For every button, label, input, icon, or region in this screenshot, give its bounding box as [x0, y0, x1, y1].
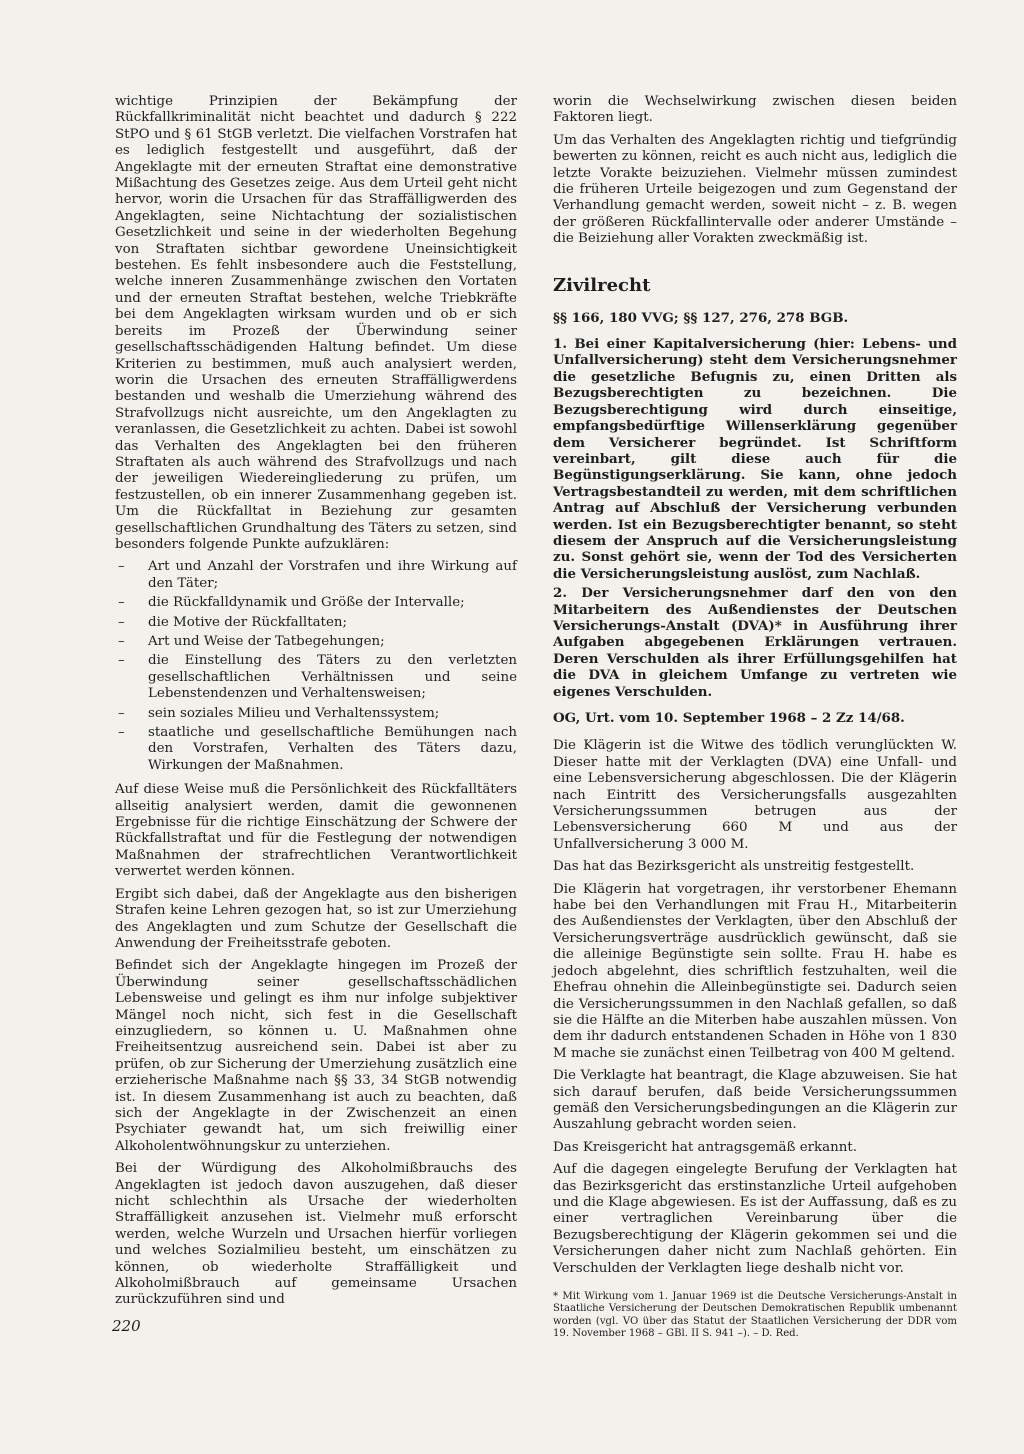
list-item: – die Einstellung des Täters zu den verletzten gesellschaftlichen Verhältnissen und seine Lebenstendenzen und Verhaltensweisen; — [115, 653, 517, 702]
left-column — [115, 94, 517, 1315]
continuation-paragraph: Um das Verhalten des Angeklagten richtig und tiefgründig bewerten zu können, reicht es auch nicht aus, lediglich die letzte Vorakte beizuziehen. Vielmehr müssen zumindest die früheren Urteile beigezogen und zum Gegenstand der Verhandlung gemacht werden, soweit nicht – z. B. wegen der größeren Rückfallintervalle oder anderer Umstände – die Beiziehung aller Vorakten zweckmäßig ist. — [553, 132, 957, 247]
body-paragraph: Die Verklagte hat beantragt, die Klage abzuweisen. Sie hat sich darauf berufen, daß beide Versicherungssummen gemäß den Versicherungsbedingungen an die Klägerin zur Auszahlung gebracht worden seien. — [553, 1068, 957, 1133]
headnotes — [553, 336, 957, 700]
list-item: – sein soziales Milieu und Verhaltenssystem; — [115, 706, 517, 722]
list-item: – Art und Anzahl der Vorstrafen und ihre Wirkung auf den Täter; — [115, 559, 517, 592]
list-item: – staatliche und gesellschaftliche Bemühungen nach den Vorstrafen, Verhalten des Täters dazu, Wirkungen der Maßnahmen. — [115, 725, 517, 774]
section-title: Zivilrecht — [553, 274, 651, 296]
body-paragraph: Ergibt sich dabei, daß der Angeklagte aus den bisherigen Strafen keine Lehren gezogen hat, so ist zur Umerziehung des Angeklagten und zum Schutze der Gesellschaft die Anwendung der Freiheitsstrafe geboten. — [115, 886, 517, 951]
body-paragraph: Die Klägerin hat vorgetragen, ihr verstorbener Ehemann habe bei den Verhandlungen mit Frau H., Mitarbeiterin des Außendienstes der Verklagten, über den Abschluß der Versicherungsverträge ausdrücklich gewünscht, daß sie die alleinige Begünstigte sein sollte. Frau H. habe es jedoch abgelehnt, dies schriftlich festzuhalten, weil die Ehefrau ohnehin die Alleinbegünstigte sei. Dadurch seien die Versicherungssummen in den Nachlaß gefallen, so daß sie die Hälfte an die Miterben habe auszahlen müssen. Von dem ihr dadurch entstandenen Schaden in Höhe von 1 830 M mache sie zunächst einen Teilbetrag von 400 M geltend. — [553, 881, 957, 1061]
body-paragraph: Befindet sich der Angeklagte hingegen im Prozeß der Überwindung seiner gesellschaftsschädlichen Lebensweise und gelingt es ihm nur infolge subjektiver Mängel noch nicht, sich fest in die Gesellschaft einzugliedern, so können u. U. Maßnahmen ohne Freiheitsentzug ausreichend sein. Dabei ist aber zu prüfen, ob zur Sicherung der Umerziehung zusätzlich eine erzieherische Maßnahme nach §§ 33, 34 StGB notwendig ist. In diesem Zusammenhang ist auch zu beachten, daß sich der Angeklagte in der Zwischenzeit an einen Psychiater gewandt hat, um sich freiwillig einer Alkoholentwöhnungskur zu unterziehen. — [115, 958, 517, 1154]
continuation-paragraph: worin die Wechselwirkung zwischen diesen beiden Faktoren liegt. — [553, 94, 957, 126]
headnote: 2. Der Versicherungsnehmer darf den von den Mitarbeitern des Außendienstes der Deutschen Versicherungs-Anstalt (DVA)* in Ausführung ihrer Aufgaben abgegebenen Erklärungen vertrauen. Deren Verschulden als ihrer Erfüllungsgehilfen hat die DVA in gleichem Umfange zu vertreten wie eigenes Verschulden. — [553, 585, 957, 700]
headnote: 1. Bei einer Kapitalversicherung (hier: Lebens- und Unfallversicherung) steht dem Versicherungsnehmer die gesetzliche Befugnis zu, einen Dritten als Bezugsberechtigten zu bezeichnen. Die Bezugsberechtigung wird durch einseitige, empfangsbedürftige Willenserklärung gegenüber dem Versicherer begründet. Ist Schriftform vereinbart, gilt diese auch für die Begünstigungserklärung. Sie kann, ohne jedoch Vertragsbestandteil zu werden, mit dem schriftlichen Antrag auf Abschluß der Versicherung verbunden werden. Ist ein Bezugsberechtigter benannt, so steht diesem der Anspruch auf die Versicherungsleistung zu. Sonst gehört sie, wenn der Tod des Versicherten die Versicherungsleistung auslöst, zum Nachlaß. — [553, 336, 957, 582]
body-paragraph: Auf die dagegen eingelegte Berufung der Verklagten hat das Bezirksgericht das erstinstanzliche Urteil aufgehoben und die Klage abgewiesen. Es ist der Auffassung, daß es zu einer vertraglichen Vereinbarung über die Bezugsberechtigung der Klägerin gekommen sei und die Versicherungen daher nicht zum Nachlaß gehörten. Ein Verschulden der Verklagten liege deshalb nicht vor. — [553, 1162, 957, 1276]
body-paragraph: Das Kreisgericht hat antragsgemäß erkannt. — [553, 1139, 858, 1155]
body-paragraph: Das hat das Bezirksgericht als unstreitig festgestellt. — [553, 859, 915, 875]
court-citation: OG, Urt. vom 10. September 1968 – 2 Zz 14/68. — [553, 710, 905, 726]
body-paragraph: Die Klägerin ist die Witwe des tödlich verunglückten W. Dieser hatte mit der Verklagten (DVA) eine Unfall- und eine Lebensversicherung abgeschlossen. Die der Klägerin nach Eintritt des Versicherungsfalls ausgezahlten Versicherungssummen betrugen aus der Lebensversicherung 660 M und aus der Unfallversicherung 3 000 M. — [553, 738, 957, 852]
clarification-points-list — [115, 559, 517, 774]
list-item: – die Rückfalldynamik und Größe der Intervalle; — [115, 595, 517, 611]
body-paragraph: Auf diese Weise muß die Persönlichkeit des Rückfalltäters allseitig analysiert werden, damit die gewonnenen Ergebnisse für die richtige Einschätzung der Schwere der Rückfallstraftat und für die Festlegung der notwendigen Maßnahmen der strafrechtlichen Verantwortlichkeit verwertet werden können. — [115, 782, 517, 880]
intro-paragraph: wichtige Prinzipien der Bekämpfung der Rückfallkriminalität nicht beachtet und dadurch § 222 StPO und § 61 StGB verletzt. Die vielfachen Vorstrafen hat es lediglich festgestellt und ausgeführt, daß der Angeklagte mit der erneuten Straftat eine demonstrative Mißachtung des Gesetzes zeige. Aus dem Urteil geht nicht hervor, worin die Ursachen für das Straffälligwerden des Angeklagten, seine Nichtachtung der sozialistischen Gesetzlichkeit und seine in der wiederholten Begehung von Straftaten sichtbar gewordene Uneinsichtigkeit bestehen. Es fehlt insbesondere auch die Feststellung, welche inneren Zusammenhänge zwischen den Vortaten und der erneuten Straftat bestehen, welche Triebkräfte bei dem Angeklagten wirksam wurden und ob er sich bereits im Prozeß der Überwindung seiner gesellschaftsschädigenden Haltung befindet. Um diese Kriterien zu bestimmen, muß auch analysiert werden, worin die Ursachen des erneuten Straffälligwerdens bestanden und weshalb die Umerziehung während des Strafvollzugs nicht ausreichte, um den Angeklagten zu veranlassen, die Gesetzlichkeit zu achten. Dabei ist sowohl das Verhalten des Angeklagten bei den früheren Straftaten als auch während des Strafvollzugs und nach der jeweiligen Wiedereingliederung zu prüfen, um festzustellen, ob ein innerer Zusammenhang gegeben ist. Um die Rückfalltat in Beziehung zur gesamten gesellschaftlichen Grundhaltung des Täters zu setzen, sind besonders folgende Punkte aufzuklären: — [115, 94, 517, 552]
page-number: 220 — [112, 1317, 141, 1335]
footnote: * Mit Wirkung vom 1. Januar 1969 ist die Deutsche Versicherungs-Anstalt in Staatliche Versicherung der Deutschen Demokratischen Republik umbenannt worden (vgl. VO über das Statut der Staatlichen Versicherung der DDR vom 19. November 1968 – GBl. II S. 941 –). – D. Red. — [553, 1291, 957, 1340]
list-item: – Art und Weise der Tatbegehungen; — [115, 634, 517, 650]
body-paragraph: Bei der Würdigung des Alkoholmißbrauchs des Angeklagten ist jedoch davon auszugehen, daß dieser nicht schlechthin als Ursache der wiederholten Straffälligkeit anzusehen ist. Vielmehr muß erforscht werden, welche Wurzeln und Ursachen hierfür vorliegen und welches Sozialmilieu besteht, um einschätzen zu können, ob wiederholte Straffälligkeit und Alkoholmißbrauch auf gemeinsame Ursachen zurückzuführen sind und — [115, 1161, 517, 1308]
statute-reference: §§ 166, 180 VVG; §§ 127, 276, 278 BGB. — [553, 309, 849, 326]
list-item: – die Motive der Rückfalltaten; — [115, 615, 517, 631]
right-column — [553, 94, 957, 1347]
